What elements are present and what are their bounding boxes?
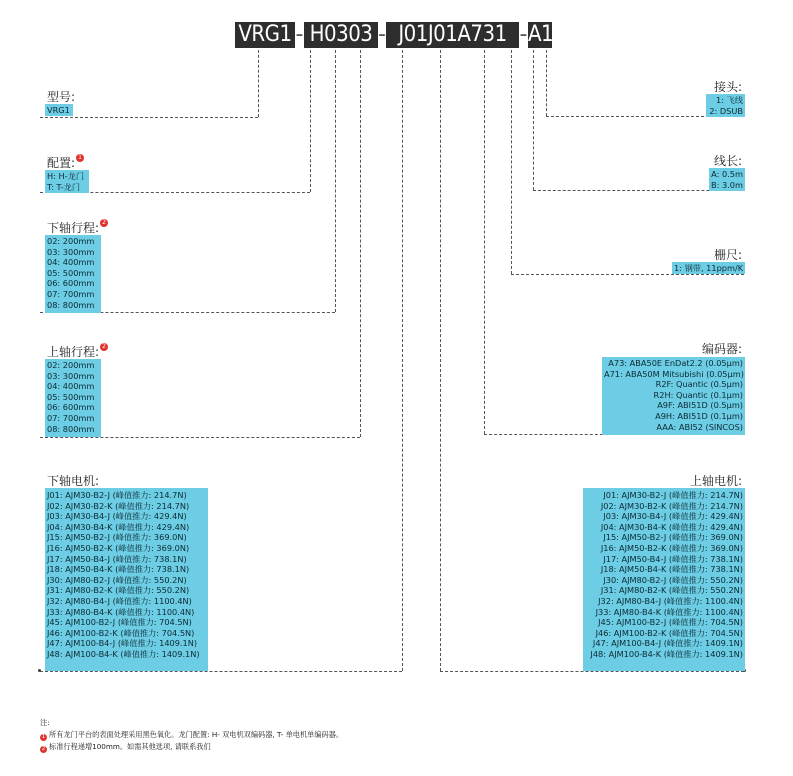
list-item: J15: AJM50-B2-J (峰值推力: 369.0N) bbox=[47, 532, 187, 543]
footnotes bbox=[40, 717, 343, 753]
list-item: J32: AJM80-B4-J (峰值推力: 1100.4N) bbox=[598, 595, 743, 606]
list-item: J30: AJM80-B2-J (峰值推力: 550.2N) bbox=[47, 574, 187, 585]
list-item: 05: 500mm bbox=[47, 267, 95, 278]
footnote-marker: 2 bbox=[100, 219, 108, 227]
list-item: J45: AJM100-B2-J (峰值推力: 704.5N) bbox=[598, 617, 743, 628]
list-item: J17: AJM50-B4-J (峰值推力: 738.1N) bbox=[603, 553, 743, 564]
list-item: J01: AJM30-B2-J (峰值推力: 214.7N) bbox=[47, 490, 187, 500]
cable-length-title: 线长: bbox=[714, 154, 743, 168]
list-item: 08: 800mm bbox=[47, 423, 95, 434]
list-item: 04: 400mm bbox=[47, 381, 95, 392]
list-item: J03: AJM30-B4-J (峰值推力: 429.4N) bbox=[47, 511, 187, 522]
list-item: 03: 300mm bbox=[47, 246, 95, 257]
lower-motor-title: 下轴电机: bbox=[47, 474, 100, 488]
list-item: J18: AJM50-B4-K (峰值推力: 738.1N) bbox=[600, 564, 743, 575]
connector-options bbox=[706, 94, 745, 117]
list-item: J15: AJM50-B2-J (峰值推力: 369.0N) bbox=[603, 532, 743, 543]
list-item: J01: AJM30-B2-J (峰值推力: 214.7N) bbox=[603, 490, 743, 500]
list-item: J02: AJM30-B2-K (峰值推力: 214.7N) bbox=[600, 500, 743, 511]
connector-title: 接头: bbox=[714, 80, 743, 94]
list-item: J32: AJM80-B4-J (峰值推力: 1100.4N) bbox=[47, 595, 192, 606]
list-item: B: 3.0m bbox=[711, 179, 743, 190]
upper-motor-options bbox=[583, 488, 745, 671]
list-item: J03: AJM30-B4-J (峰值推力: 429.4N) bbox=[603, 511, 743, 522]
footnote-marker: 2 bbox=[41, 746, 46, 752]
footnote-marker: 1 bbox=[41, 734, 46, 740]
list-item: J31: AJM80-B2-K (峰值推力: 550.2N) bbox=[47, 585, 190, 596]
list-item: J16: AJM50-B2-K (峰值推力: 369.0N) bbox=[47, 542, 190, 553]
list-item: J16: AJM50-B2-K (峰值推力: 369.0N) bbox=[600, 542, 743, 553]
list-item: T: T-龙门 bbox=[47, 181, 81, 192]
footnote-2 bbox=[40, 741, 343, 753]
list-item: 2: DSUB bbox=[709, 105, 743, 116]
code-segment-config-travel: H0303 bbox=[304, 22, 378, 48]
list-item: J46: AJM100-B2-K (峰值推力: 704.5N) bbox=[595, 627, 743, 638]
scale-title: 栅尺: bbox=[714, 248, 743, 262]
lower-travel-title: 下轴行程: 2 bbox=[47, 219, 108, 236]
list-item: A: 0.5m bbox=[711, 169, 743, 179]
encoder-title: 编码器: bbox=[702, 342, 743, 356]
list-item: A9H: ABI51D (0.1μm) bbox=[655, 410, 743, 421]
lower-travel-options bbox=[45, 235, 101, 313]
footnote-1 bbox=[40, 729, 343, 741]
list-item: 02: 200mm bbox=[47, 236, 95, 246]
list-item: J33: AJM80-B4-K (峰值推力: 1100.4N) bbox=[47, 606, 195, 617]
code-segment-motors-encoder: J01J01A731 bbox=[386, 22, 519, 48]
list-item: R2F: Quantic (0.5μm) bbox=[655, 379, 743, 390]
footnote-marker: 1 bbox=[76, 154, 84, 162]
list-item: 1: 钢带, 11ppm/K bbox=[674, 263, 744, 273]
footnote-text: 所有龙门平台的表面处理采用黑色氧化。龙门配置: H- 双电机双编码器, T- 单电机单编码器。 bbox=[49, 730, 344, 739]
list-item: 03: 300mm bbox=[47, 370, 95, 381]
list-item: J30: AJM80-B2-J (峰值推力: 550.2N) bbox=[603, 574, 743, 585]
list-item: J02: AJM30-B2-K (峰值推力: 214.7N) bbox=[47, 500, 190, 511]
list-item: 02: 200mm bbox=[47, 360, 95, 370]
list-item: 07: 700mm bbox=[47, 412, 95, 423]
upper-motor-title: 上轴电机: bbox=[690, 474, 743, 488]
scale-options bbox=[672, 262, 745, 274]
encoder-options bbox=[602, 357, 745, 435]
code-separator: - bbox=[295, 22, 304, 47]
list-item: J04: AJM30-B4-K (峰值推力: 429.4N) bbox=[600, 521, 743, 532]
list-item: J31: AJM80-B2-K (峰值推力: 550.2N) bbox=[600, 585, 743, 596]
list-item: J18: AJM50-B4-K (峰值推力: 738.1N) bbox=[47, 564, 190, 575]
notes-heading: 注: bbox=[40, 718, 50, 727]
list-item: A71: ABA50M Mitsubishi (0.05μm) bbox=[604, 368, 744, 379]
lower-motor-options bbox=[45, 488, 208, 671]
list-item: 08: 800mm bbox=[47, 299, 95, 310]
list-item: 05: 500mm bbox=[47, 391, 95, 402]
list-item: J48: AJM100-B4-K (峰值推力: 1409.1N) bbox=[47, 648, 200, 659]
model-options bbox=[45, 104, 73, 116]
list-item: A9F: ABI51D (0.5μm) bbox=[657, 400, 743, 411]
list-item: 04: 400mm bbox=[47, 257, 95, 268]
list-item: 1: 飞线 bbox=[716, 95, 743, 105]
list-item: J04: AJM30-B4-K (峰值推力: 429.4N) bbox=[47, 521, 190, 532]
model-title: 型号: bbox=[47, 90, 76, 104]
cable-length-options bbox=[709, 168, 745, 191]
upper-travel-title: 上轴行程: 2 bbox=[47, 343, 108, 360]
list-item: J45: AJM100-B2-J (峰值推力: 704.5N) bbox=[47, 617, 192, 628]
list-item: A73: ABA50E EnDat2.2 (0.05μm) bbox=[608, 358, 743, 368]
config-title: 配置: 1 bbox=[47, 154, 84, 171]
list-item: AAA: ABI52 (SINCOS) bbox=[656, 421, 743, 432]
list-item: 07: 700mm bbox=[47, 288, 95, 299]
list-item: R2H: Quantic (0.1μm) bbox=[653, 389, 743, 400]
list-item: J33: AJM80-B4-K (峰值推力: 1100.4N) bbox=[595, 606, 743, 617]
code-separator: - bbox=[519, 22, 528, 47]
config-options bbox=[45, 170, 89, 193]
list-item: VRG1 bbox=[47, 105, 70, 115]
list-item: J17: AJM50-B4-J (峰值推力: 738.1N) bbox=[47, 553, 187, 564]
list-item: J47: AJM100-B4-J (峰值推力: 1409.1N) bbox=[47, 638, 198, 649]
list-item: 06: 600mm bbox=[47, 278, 95, 289]
code-segment-cable-connector: A1 bbox=[528, 22, 554, 47]
list-item: J46: AJM100-B2-K (峰值推力: 704.5N) bbox=[47, 627, 195, 638]
code-segment-series: VRG1 bbox=[235, 22, 295, 48]
footnote-text: 标准行程递增100mm。如需其他选项, 请联系我们 bbox=[49, 742, 211, 751]
code-separator: - bbox=[378, 22, 386, 47]
list-item: 06: 600mm bbox=[47, 402, 95, 413]
list-item: J47: AJM100-B4-J (峰值推力: 1409.1N) bbox=[592, 638, 743, 649]
upper-travel-options bbox=[45, 359, 101, 437]
list-item: H: H-龙门 bbox=[47, 171, 85, 181]
footnote-marker: 2 bbox=[100, 343, 108, 351]
list-item: J48: AJM100-B4-K (峰值推力: 1409.1N) bbox=[590, 648, 743, 659]
